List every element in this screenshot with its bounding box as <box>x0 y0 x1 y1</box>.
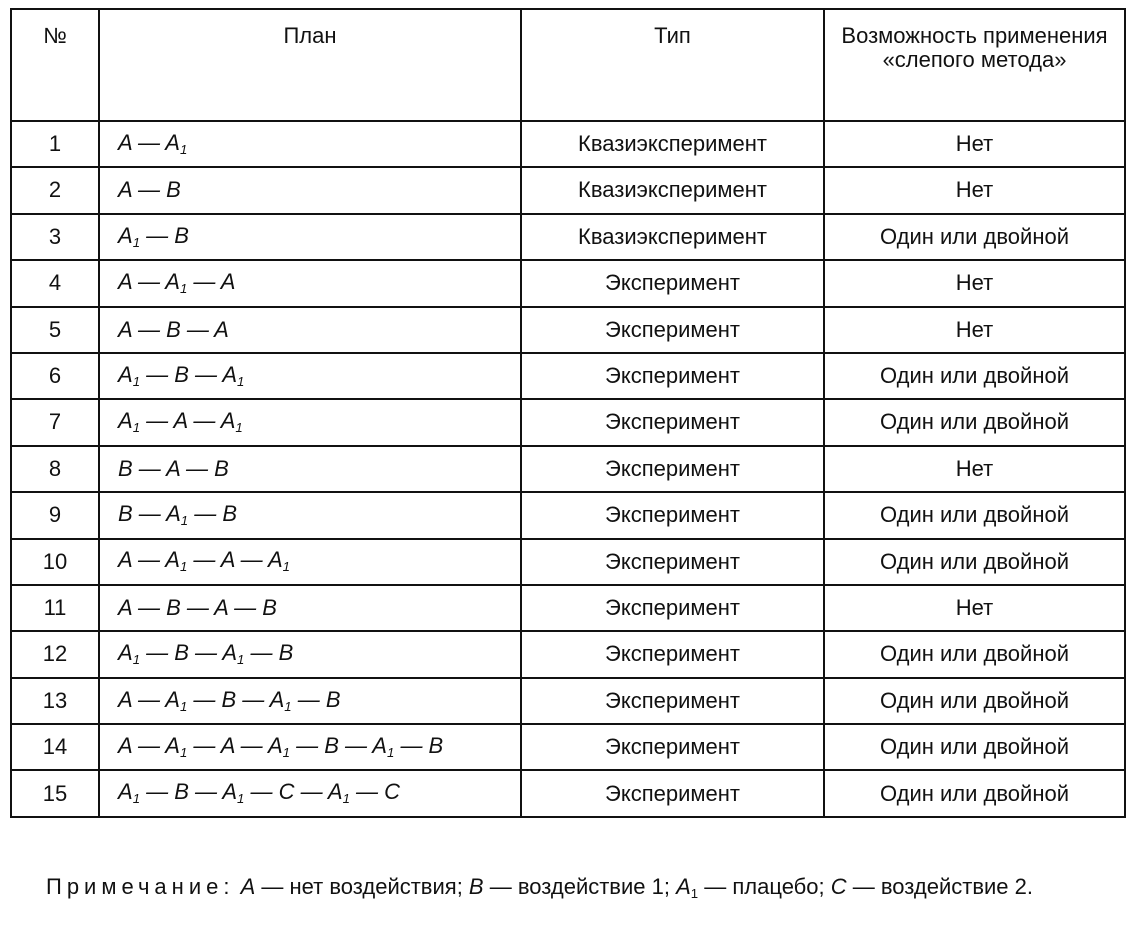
row-plan: A — $A_1$ — A — $A_1$ — B — $A_1$ — B <box>99 724 521 770</box>
row-type: Эксперимент <box>521 353 824 399</box>
row-number: 4 <box>11 260 99 306</box>
row-number: 13 <box>11 678 99 724</box>
row-type: Квазиэксперимент <box>521 214 824 260</box>
header-type: Тип <box>521 9 824 121</box>
table-header <box>11 9 1125 121</box>
row-plan: A — $A_1$ — A — $A_1$ <box>99 539 521 585</box>
row-blind-method: Один или двойной <box>824 492 1125 538</box>
table-row <box>11 539 1125 585</box>
row-number: 3 <box>11 214 99 260</box>
row-type: Эксперимент <box>521 539 824 585</box>
row-number: 5 <box>11 307 99 353</box>
row-number: 11 <box>11 585 99 631</box>
row-plan: A — $A_1$ — B — $A_1$ — B <box>99 678 521 724</box>
row-plan: A — B <box>99 167 521 213</box>
row-plan: B — $A_1$ — B <box>99 492 521 538</box>
header-num: № <box>11 9 99 121</box>
table-row <box>11 678 1125 724</box>
row-type: Эксперимент <box>521 585 824 631</box>
table-row <box>11 446 1125 492</box>
row-number: 8 <box>11 446 99 492</box>
row-blind-method: Один или двойной <box>824 399 1125 445</box>
table-row <box>11 770 1125 816</box>
row-blind-method: Нет <box>824 167 1125 213</box>
row-type: Квазиэксперимент <box>521 121 824 167</box>
row-number: 14 <box>11 724 99 770</box>
row-plan: $A_1$ — B — $A_1$ <box>99 353 521 399</box>
row-type: Эксперимент <box>521 446 824 492</box>
row-plan: $A_1$ — B — $A_1$ — C — $A_1$ — C <box>99 770 521 816</box>
table-row <box>11 585 1125 631</box>
row-plan: A — B — A <box>99 307 521 353</box>
row-number: 9 <box>11 492 99 538</box>
row-number: 10 <box>11 539 99 585</box>
row-number: 1 <box>11 121 99 167</box>
row-plan: A — B — A — B <box>99 585 521 631</box>
row-blind-method: Один или двойной <box>824 539 1125 585</box>
table-row <box>11 260 1125 306</box>
plans-table <box>10 8 1126 818</box>
row-blind-method: Один или двойной <box>824 678 1125 724</box>
row-type: Эксперимент <box>521 492 824 538</box>
row-blind-method: Нет <box>824 260 1125 306</box>
table-row <box>11 724 1125 770</box>
row-plan: $A_1$ — B — $A_1$ — B <box>99 631 521 677</box>
row-blind-method: Один или двойной <box>824 724 1125 770</box>
row-number: 7 <box>11 399 99 445</box>
row-number: 2 <box>11 167 99 213</box>
row-blind-method: Один или двойной <box>824 353 1125 399</box>
row-blind-method: Нет <box>824 446 1125 492</box>
table-row <box>11 121 1125 167</box>
row-type: Эксперимент <box>521 724 824 770</box>
table-row <box>11 631 1125 677</box>
row-plan: A — $A_1$ <box>99 121 521 167</box>
table-note <box>10 872 1124 909</box>
table-row <box>11 214 1125 260</box>
row-number: 12 <box>11 631 99 677</box>
row-type: Эксперимент <box>521 307 824 353</box>
row-blind-method: Нет <box>824 585 1125 631</box>
row-type: Эксперимент <box>521 678 824 724</box>
table-row <box>11 353 1125 399</box>
row-plan: $A_1$ — B <box>99 214 521 260</box>
row-blind-method: Нет <box>824 307 1125 353</box>
row-plan: B — A — B <box>99 446 521 492</box>
row-type: Эксперимент <box>521 631 824 677</box>
row-type: Эксперимент <box>521 260 824 306</box>
row-blind-method: Один или двойной <box>824 214 1125 260</box>
row-type: Эксперимент <box>521 770 824 816</box>
row-blind-method: Один или двойной <box>824 770 1125 816</box>
table-body <box>11 121 1125 817</box>
table-row <box>11 492 1125 538</box>
row-plan: $A_1$ — A — $A_1$ <box>99 399 521 445</box>
row-plan: A — $A_1$ — A <box>99 260 521 306</box>
table-row <box>11 399 1125 445</box>
row-type: Эксперимент <box>521 399 824 445</box>
header-blind-method: Возможность применения «слепого метода» <box>824 9 1125 121</box>
row-type: Квазиэксперимент <box>521 167 824 213</box>
row-blind-method: Нет <box>824 121 1125 167</box>
note-text: A — нет воздействия; B — воздействие 1; $A_1$ — плацебо; C — воздействие 2. <box>240 874 1034 901</box>
row-number: 6 <box>11 353 99 399</box>
header-plan: План <box>99 9 521 121</box>
table-row <box>11 167 1125 213</box>
table-row <box>11 307 1125 353</box>
row-number: 15 <box>11 770 99 816</box>
note-label: Примечание: <box>46 874 235 899</box>
row-blind-method: Один или двойной <box>824 631 1125 677</box>
